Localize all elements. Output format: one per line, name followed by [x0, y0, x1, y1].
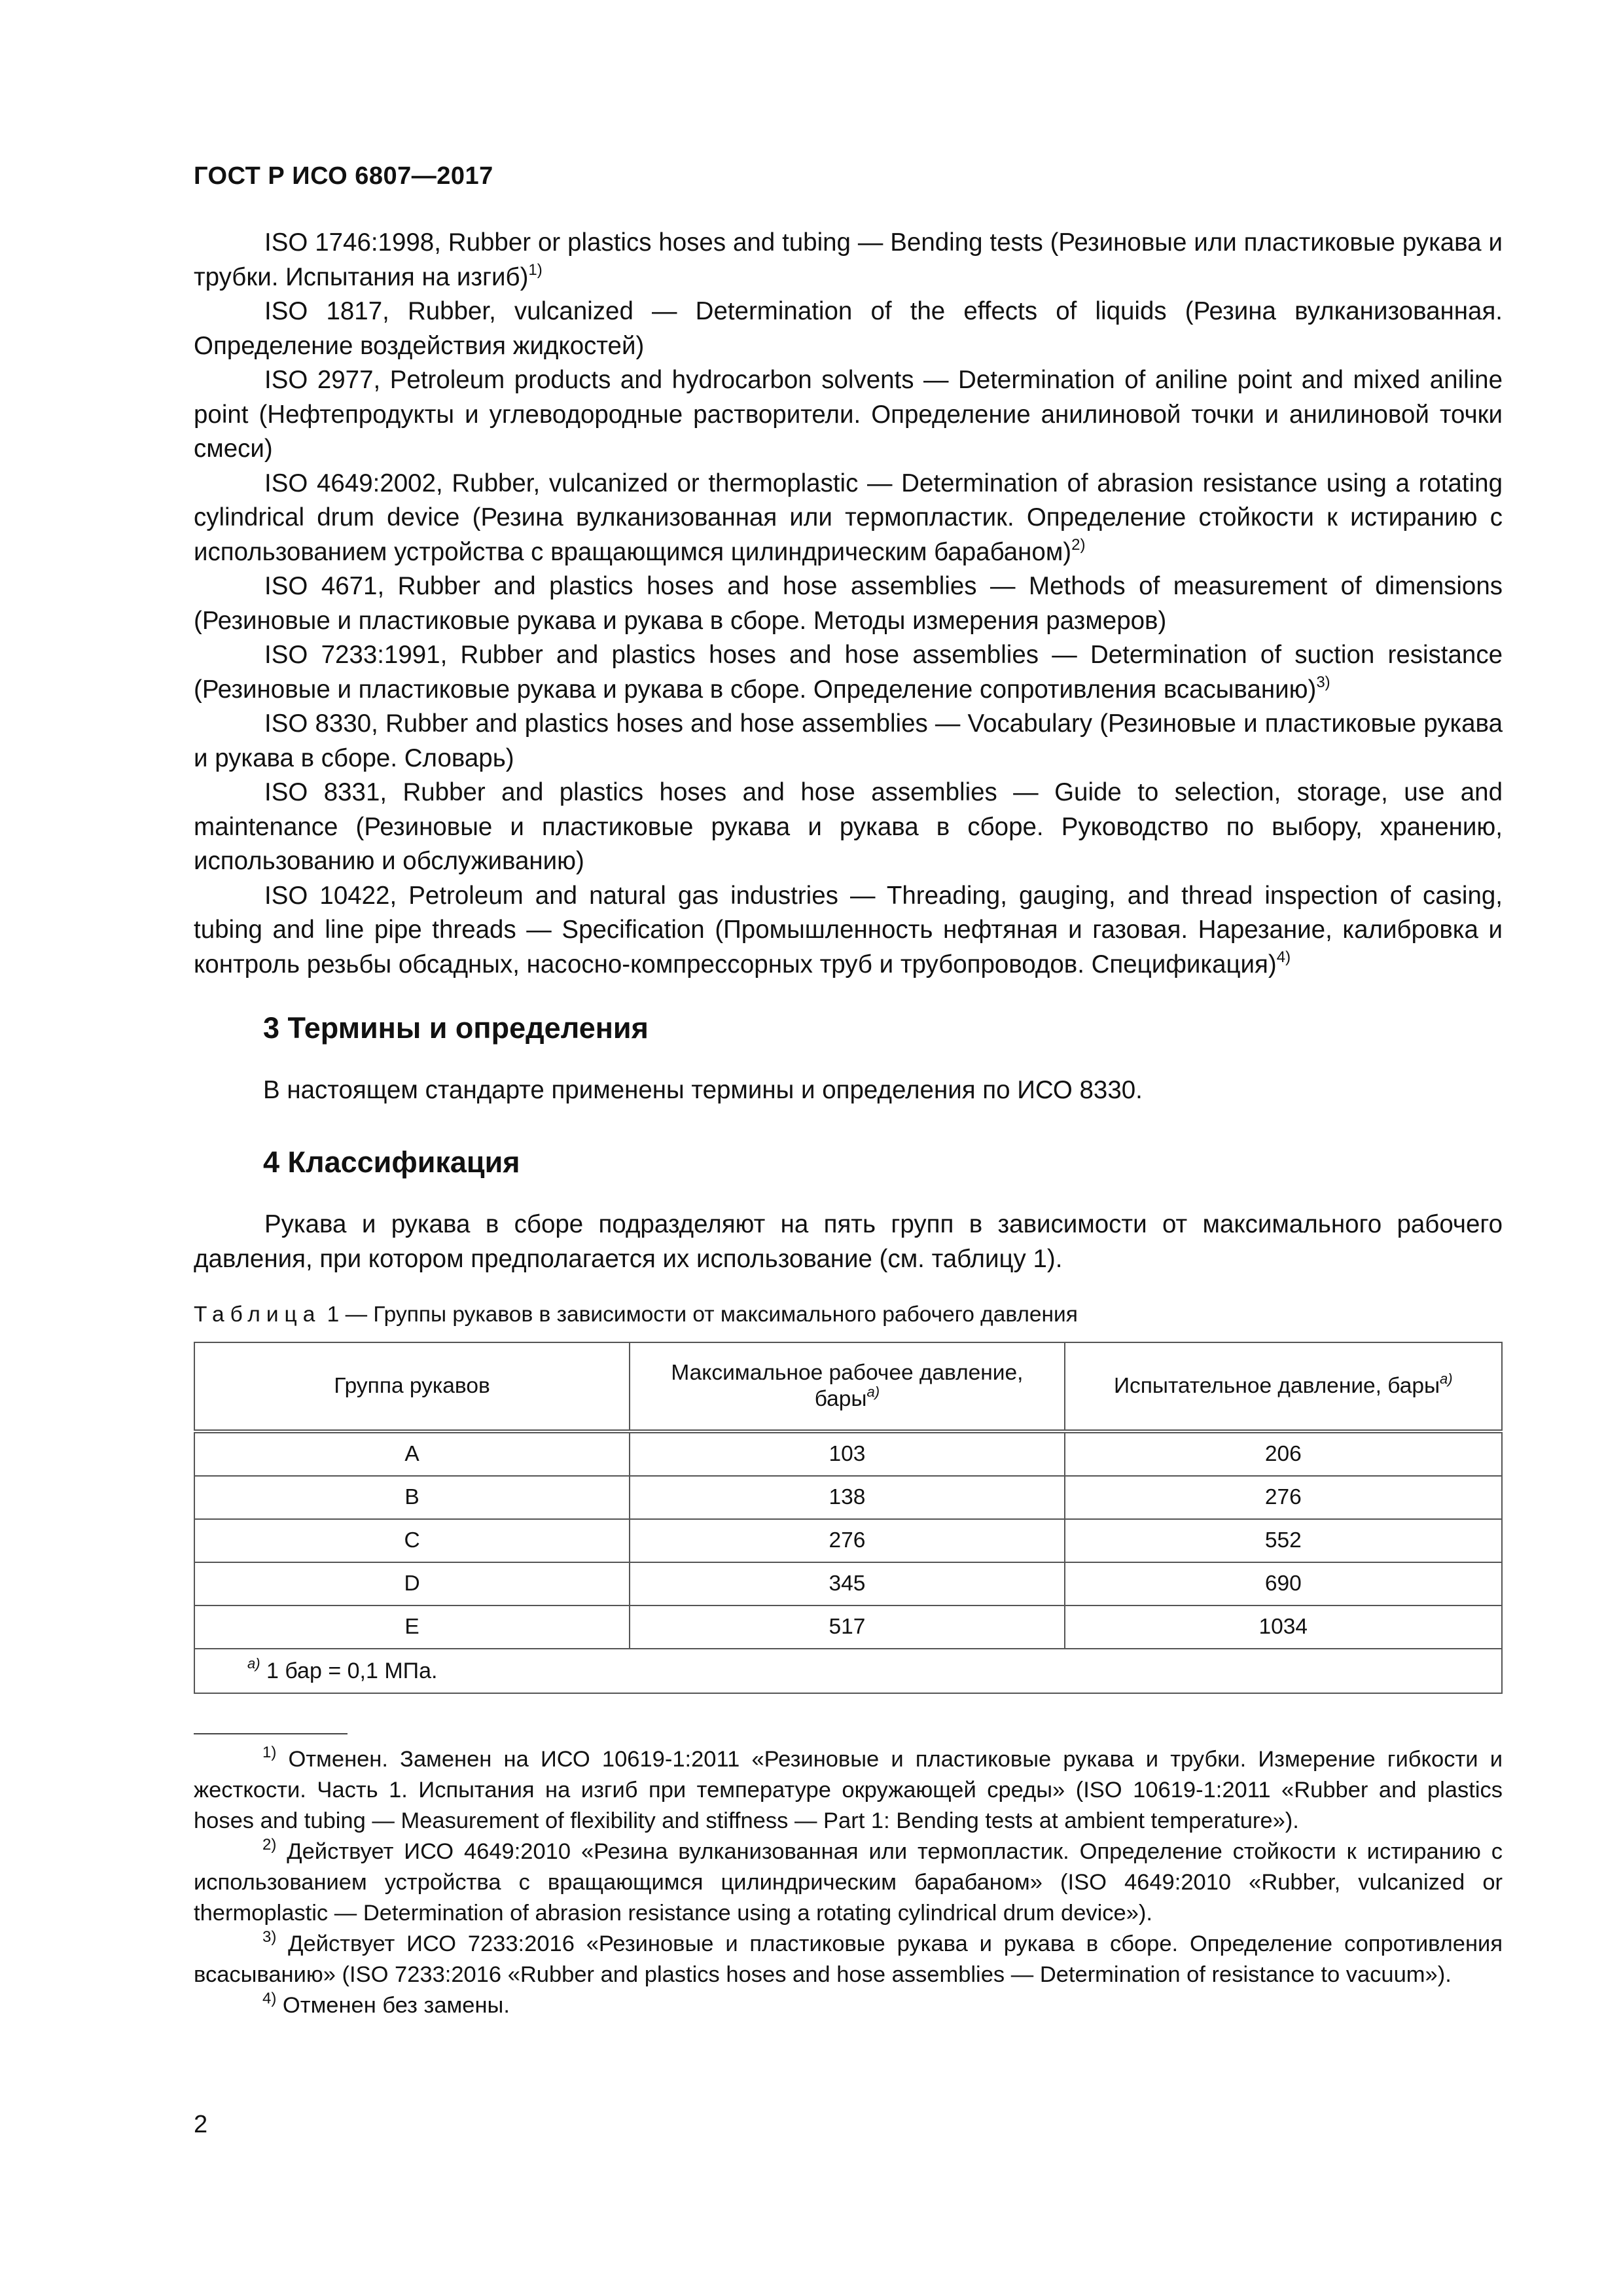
table-caption	[194, 1302, 1078, 1327]
footnote-ref: 2)	[1071, 535, 1086, 554]
table-caption-number: 1	[327, 1302, 340, 1327]
normative-references	[194, 226, 1503, 982]
reference-item: ISO 4671, Rubber and plastics hoses and hose assemblies — Methods of measurement of dimensions (Резиновые и пластиковые рукава и рукава в сборе. Методы измерения размеров)	[194, 572, 1503, 635]
document-code-header: ГОСТ Р ИСО 6807—2017	[194, 162, 493, 190]
cell-test: 690	[1065, 1562, 1502, 1605]
cell-group: A	[194, 1431, 630, 1476]
page-number: 2	[194, 2111, 208, 2138]
document-page	[194, 0, 1503, 2296]
section-3-text: В настоящем стандарте применены термины и определения по ИСО 8330.	[263, 1076, 1143, 1104]
table-row	[194, 1476, 1502, 1519]
reference-item: ISO 7233:1991, Rubber and plastics hoses and hose assemblies — Determination of suction resistance (Резиновые и пластиковые рукава и рукава в сборе. Определение сопротивления всасыванию)$^{3)}$	[194, 641, 1503, 704]
table-note-ref: a)	[1440, 1370, 1453, 1387]
section-4-text: Рукава и рукава в сборе подразделяют на пять групп в зависимости от максимального рабочего давления, при котором предполагается их использование (см. таблицу 1).	[194, 1210, 1503, 1273]
section-4-heading: 4 Классификация	[263, 1145, 520, 1179]
reference-item: ISO 8330, Rubber and plastics hoses and hose assemblies — Vocabulary (Резиновые и пластиковые рукава и рукава в сборе. Словарь)	[194, 709, 1503, 772]
reference-item: ISO 8331, Rubber and plastics hoses and hose assemblies — Guide to selection, storage, use and maintenance (Резиновые и пластиковые рукава и рукава в сборе. Руководство по выбору, хранению, использованию и обслуживанию)	[194, 778, 1503, 875]
cell-group: B	[194, 1476, 630, 1519]
cell-max: 345	[630, 1562, 1064, 1605]
table-footnote: $^{a)}$ 1 бар = 0,1 МПа.	[194, 1649, 1502, 1693]
reference-item: ISO 1746:1998, Rubber or plastics hoses and tubing — Bending tests (Резиновые или пластиковые рукава и трубки. Испытания на изгиб)$^{1)}$	[194, 228, 1503, 291]
cell-max: 103	[630, 1431, 1064, 1476]
cell-test: 552	[1065, 1519, 1502, 1562]
cell-max: 517	[630, 1605, 1064, 1649]
footnote-mark: 1)	[262, 1743, 277, 1761]
reference-item: ISO 2977, Petroleum products and hydrocarbon solvents — Determination of aniline point and mixed aniline point (Нефтепродукты и углеводородные растворители. Определение анилиновой точки и анилиновой точки смеси)	[194, 366, 1503, 463]
pressure-groups-table	[194, 1342, 1503, 1694]
table-footnote-row	[194, 1649, 1502, 1693]
footnote-ref: 4)	[1276, 948, 1291, 966]
footnote-mark: 2)	[262, 1835, 277, 1854]
header-max-pressure: Максимальное рабочее давление, бары$^{a)}$	[630, 1342, 1064, 1431]
page-footnotes	[194, 1744, 1503, 2021]
cell-group: D	[194, 1562, 630, 1605]
cell-max: 276	[630, 1519, 1064, 1562]
footnote-item: $^{2)}$ Действует ИСО 4649:2010 «Резина вулканизованная или термопластик. Определение стойкости к истиранию с использованием устройства с вращающимся цилиндрическим барабаном» (ISO 4649:2010 «Rubber, vulcanized or thermoplastic — Determination of abrasion resistance using a rotating cylindrical drum device»).	[194, 1835, 1503, 1926]
table-row	[194, 1605, 1502, 1649]
table-caption-label: Таблица	[194, 1302, 321, 1327]
reference-item: ISO 1817, Rubber, vulcanized — Determination of the effects of liquids (Резина вулканизованная. Определение воздействия жидкостей)	[194, 297, 1503, 360]
footnote-ref: 1)	[528, 260, 543, 279]
section-3-heading: 3 Термины и определения	[263, 1011, 649, 1045]
header-test-pressure: Испытательное давление, бары$^{a)}$	[1065, 1342, 1502, 1431]
table-caption-text: — Группы рукавов в зависимости от максимального рабочего давления	[339, 1302, 1078, 1327]
cell-max: 138	[630, 1476, 1064, 1519]
footnote-mark: 4)	[262, 1989, 277, 2007]
footnote-separator	[194, 1733, 348, 1734]
reference-item: ISO 10422, Petroleum and natural gas industries — Threading, gauging, and thread inspection of casing, tubing and line pipe threads — Specification (Промышленность нефтяная и газовая. Нарезание, калибровка и контроль резьбы обсадных, насосно-компрессорных труб и трубопроводов. Спецификация)$^{4)}$	[194, 881, 1503, 978]
cell-group: E	[194, 1605, 630, 1649]
table-note-ref: a)	[866, 1383, 880, 1400]
cell-test: 206	[1065, 1431, 1502, 1476]
table-row	[194, 1519, 1502, 1562]
footnote-ref: 3)	[1316, 673, 1330, 691]
header-group: Группа рукавов	[194, 1342, 630, 1431]
footnote-item: $^{1)}$ Отменен. Заменен на ИСО 10619-1:2011 «Резиновые и пластиковые рукава и трубки. Измерение гибкости и жесткости. Часть 1. Испытания на изгиб при температуре окружающей среды» (ISO 10619-1:2011 «Rubber and plastics hoses and tubing — Measurement of flexibility and stiffness — Part 1: Bending tests at ambient temperature»).	[194, 1743, 1503, 1833]
cell-test: 1034	[1065, 1605, 1502, 1649]
footnote-item: $^{4)}$ Отменен без замены.	[262, 1989, 510, 2018]
footnote-item: $^{3)}$ Действует ИСО 7233:2016 «Резиновые и пластиковые рукава и рукава в сборе. Определение сопротивления всасыванию» (ISO 7233:2016 «Rubber and plastics hoses and hose assemblies — Determination of resistance to vacuum»).	[194, 1928, 1503, 1987]
table-footnote-mark: a)	[247, 1655, 260, 1672]
footnote-mark: 3)	[262, 1928, 277, 1946]
table-header-row	[194, 1342, 1502, 1431]
table-row	[194, 1431, 1502, 1476]
cell-test: 276	[1065, 1476, 1502, 1519]
cell-group: C	[194, 1519, 630, 1562]
reference-item: ISO 4649:2002, Rubber, vulcanized or thermoplastic — Determination of abrasion resistance using a rotating cylindrical drum device (Резина вулканизованная или термопластик. Определение стойкости к истиранию с использованием устройства с вращающимся цилиндрическим барабаном)$^{2)}$	[194, 469, 1503, 566]
table-row	[194, 1562, 1502, 1605]
